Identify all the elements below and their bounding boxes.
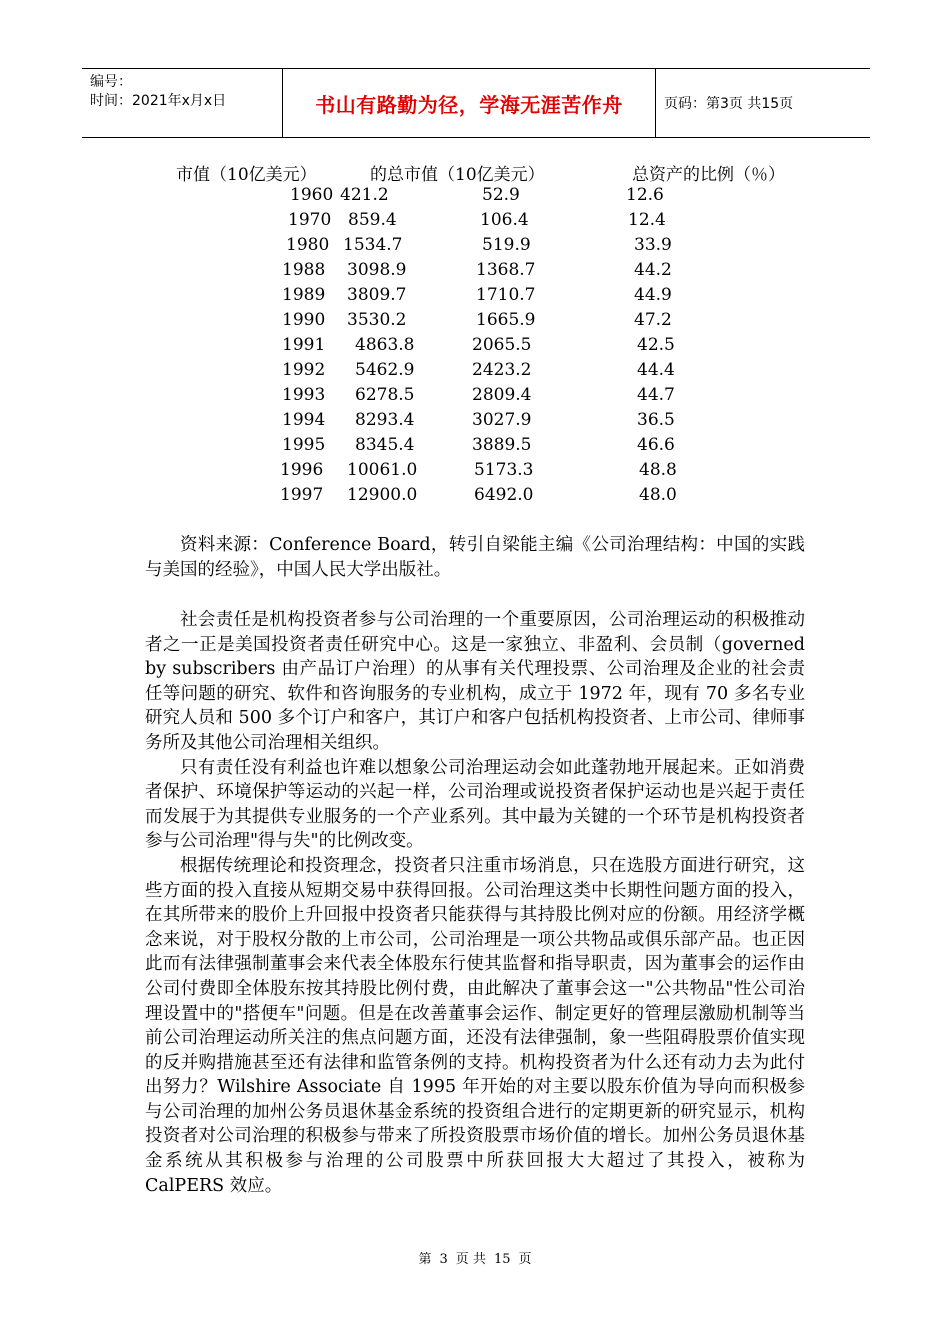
table-cell-total-market-value: 2423.2 [472, 360, 532, 380]
table-cell-market-value: 1534.7 [343, 235, 403, 255]
table-cell-year: 1991 [282, 335, 326, 355]
body-text [145, 608, 805, 1198]
table-cell-total-market-value: 106.4 [480, 210, 529, 230]
table-cell-market-value: 10061.0 [347, 460, 418, 480]
table-cell-asset-ratio: 12.4 [628, 210, 666, 230]
header-meta [90, 73, 280, 111]
table-cell-total-market-value: 6492.0 [474, 485, 534, 505]
source-note [145, 533, 805, 582]
table-cell-total-market-value: 3027.9 [472, 410, 532, 430]
table-cell-asset-ratio: 44.9 [634, 285, 672, 305]
table-cell-year: 1995 [282, 435, 326, 455]
page-footer [0, 1248, 950, 1267]
table-cell-total-market-value: 2065.5 [472, 335, 532, 355]
table-cell-asset-ratio: 44.4 [637, 360, 675, 380]
table-cell-year: 1997 [280, 485, 324, 505]
table-cell-market-value: 12900.0 [347, 485, 418, 505]
code-label: 编号： [90, 74, 132, 90]
source-note-text: 资料来源：Conference Board，转引自梁能主编《公司治理结构：中国的实践与美国的经验》，中国人民大学出版社。 [145, 535, 805, 580]
table-cell-year: 1994 [282, 410, 326, 430]
footer-total-pages: 15 [493, 1252, 511, 1267]
table-cell-market-value: 6278.5 [355, 385, 415, 405]
table-cell-market-value: 3809.7 [347, 285, 407, 305]
paragraph-3: 根据传统理论和投资理念，投资者只注重市场消息，只在选股方面进行研究，这些方面的投入直接从短期交易中获得回报。公司治理这类中长期性问题方面的投入，在其所带来的股价上升回报中投资者只能获得与其持股比例对应的份额。用经济学概念来说，对于股权分散的上市公司，公司治理是一项公共物品或俱乐部产品。也正因此而有法律强制董事会来代表全体股东行使其监督和指导职责，因为董事会的运作由公司付费即全体股东按其持股比例付费，由此解决了董事会这一"公共物品"性公司治理设置中的"搭便车"问题。但是在改善董事会运作、制定更好的管理层激励机制等当前公司治理运动所关注的焦点问题方面，还没有法律强制，象一些阻碍股票价值实现的反并购措施甚至还有法律和监管条例的支持。机构投资者为什么还有动力去为此付出努力？Wilshire Associate 自 1995 年开始的对主要以股东价值为导向而积极参与公司治理的加州公务员退休基金系统的投资组合进行的定期更新的研究显示，机构投资者对公司治理的积极参与带来了所投资股票市场价值的增长。加州公务员退休基金系统从其积极参与治理的公司股票中所获回报大大超过了其投入，被称为 CalPERS 效应。 [145, 855, 805, 1196]
footer-middle: 页 共 [455, 1252, 486, 1267]
table-cell-asset-ratio: 33.9 [634, 235, 672, 255]
footer-page-number: 3 [439, 1252, 448, 1267]
header-motto: 书山有路勤为径，学海无涯苦作舟 [282, 69, 656, 137]
table-cell-asset-ratio: 48.0 [639, 485, 677, 505]
table-cell-market-value: 859.4 [348, 210, 397, 230]
table-cell-market-value: 4863.8 [355, 335, 415, 355]
table-cell-year: 1970 [288, 210, 332, 230]
table-cell-asset-ratio: 46.6 [637, 435, 675, 455]
table-cell-year: 1988 [282, 260, 326, 280]
table-cell-asset-ratio: 47.2 [634, 310, 672, 330]
table-header-col2: 的总市值（10亿美元） [370, 165, 545, 185]
paragraph-2: 只有责任没有利益也许难以想象公司治理运动会如此蓬勃地开展起来。正如消费者保护、环境保护等运动的兴起一样，公司治理或说投资者保护运动也是兴起于责任而发展于为其提供专业服务的一个产业系列。其中最为关键的一个环节是机构投资者参与公司治理"得与失"的比例改变。 [145, 757, 805, 852]
footer-suffix: 页 [518, 1252, 532, 1267]
table-cell-asset-ratio: 42.5 [637, 335, 675, 355]
table-cell-total-market-value: 2809.4 [472, 385, 532, 405]
table-cell-asset-ratio: 48.8 [639, 460, 677, 480]
table-cell-market-value: 421.2 [340, 185, 389, 205]
table-cell-total-market-value: 1665.9 [476, 310, 536, 330]
header-page-info: 页码：第3页 共15页 [664, 96, 794, 112]
table-cell-asset-ratio: 12.6 [626, 185, 664, 205]
table-cell-asset-ratio: 36.5 [637, 410, 675, 430]
table-cell-total-market-value: 1710.7 [476, 285, 536, 305]
table-header-col1: 市值（10亿美元） [176, 165, 317, 185]
table-cell-year: 1993 [282, 385, 326, 405]
paragraph-1: 社会责任是机构投资者参与公司治理的一个重要原因，公司治理运动的积极推动者之一正是美国投资者责任研究中心。这是一家独立、非盈利、会员制（governed by subscribers 由产品订户治理）的从事有关代理投票、公司治理及企业的社会责任等问题的研究、软件和咨询服务的专业机构，成立于 1972 年，现有 70 多名专业研究人员和 500 多个订户和客户，其订户和客户包括机构投资者、上市公司、律师事务所及其他公司治理相关组织。 [145, 610, 805, 753]
table-cell-year: 1990 [282, 310, 326, 330]
table-header-col3: 总资产的比例（％） [632, 165, 785, 185]
table-cell-total-market-value: 52.9 [482, 185, 520, 205]
table-cell-asset-ratio: 44.7 [637, 385, 675, 405]
table-cell-market-value: 5462.9 [355, 360, 415, 380]
table-cell-market-value: 3098.9 [347, 260, 407, 280]
table-cell-year: 1992 [282, 360, 326, 380]
table-cell-year: 1989 [282, 285, 326, 305]
table-cell-market-value: 8345.4 [355, 435, 415, 455]
table-cell-asset-ratio: 44.2 [634, 260, 672, 280]
table-cell-year: 1960 [290, 185, 334, 205]
table-cell-year: 1980 [286, 235, 330, 255]
table-cell-market-value: 8293.4 [355, 410, 415, 430]
footer-prefix: 第 [418, 1252, 432, 1267]
table-cell-market-value: 3530.2 [347, 310, 407, 330]
date-label: 时间：2021年x月x日 [90, 93, 227, 109]
table-cell-year: 1996 [280, 460, 324, 480]
table-cell-total-market-value: 3889.5 [472, 435, 532, 455]
table-cell-total-market-value: 5173.3 [474, 460, 534, 480]
table-cell-total-market-value: 519.9 [482, 235, 531, 255]
page-header [82, 68, 870, 138]
table-cell-total-market-value: 1368.7 [476, 260, 536, 280]
